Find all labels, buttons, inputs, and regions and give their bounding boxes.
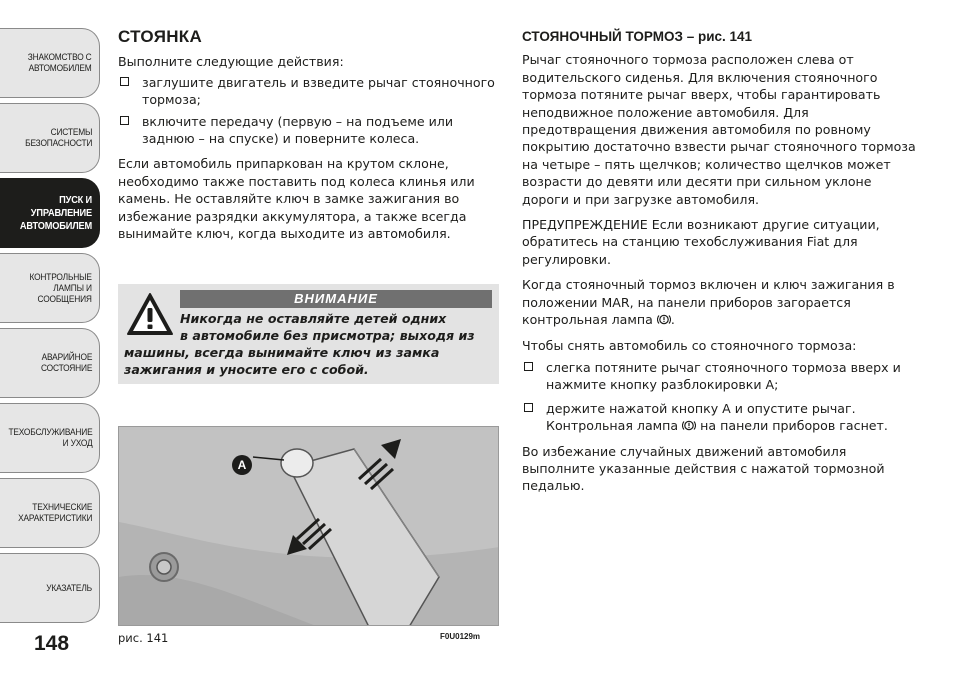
list-item bbox=[118, 74, 503, 109]
tab-warning-lights[interactable] bbox=[0, 253, 100, 323]
warning-text bbox=[124, 310, 492, 378]
figure-caption: рис. 141 bbox=[118, 631, 169, 645]
list-item bbox=[522, 400, 922, 435]
body-paragraph: Рычаг стояночного тормоза расположен слева от водительского сиденья. Для включения стояночного тормоза потяните рычаг вверх, чтобы гарантировать неподвижное положение автомобиля. Для предотвращения движения автомобиля по ровному покрытию достаточно взвести рычаг стояночного тормоза на четыре – пять щелчков; количество щелчков может возрасти до девяти или десяти при сильном уклоне дороги и при загрузке автомобиля. bbox=[522, 52, 916, 207]
checkbox-bullet-icon bbox=[120, 77, 129, 86]
tab-label: ПУСК И УПРАВЛЕНИЕ АВТОМОБИЛЕМ bbox=[19, 193, 92, 232]
tab-label: АВАРИЙНОЕ СОСТОЯНИЕ bbox=[40, 352, 92, 374]
tab-index[interactable] bbox=[0, 553, 100, 623]
tab-label: КОНТРОЛЬНЫЕ ЛАМПЫ И СООБЩЕНИЯ bbox=[29, 271, 92, 305]
figure-code: F0U0129m bbox=[440, 632, 481, 641]
warning-title: ВНИМАНИЕ bbox=[180, 290, 492, 308]
checkbox-bullet-icon bbox=[524, 403, 533, 412]
paragraph-text: Когда стояночный тормоз включен и ключ зажигания в положении MAR, на панели приборов загорается контрольная лампа bbox=[522, 277, 895, 328]
section-heading: СТОЯНКА bbox=[118, 27, 203, 46]
tab-technical-specs[interactable] bbox=[0, 478, 100, 548]
list-item-text: включите передачу (первую – на подъеме или заднюю – на спуске) и поверните колеса. bbox=[142, 113, 454, 147]
list-item-text: на панели приборов гаснет. bbox=[700, 418, 888, 434]
parking-brake-section bbox=[522, 28, 922, 503]
warning-line: машины, всегда вынимайте ключ из замка bbox=[124, 345, 440, 360]
body-paragraph: Чтобы снять автомобиль со стояночного тормоза: bbox=[522, 337, 857, 353]
intro-text: Выполните следующие действия: bbox=[118, 54, 344, 70]
body-paragraph bbox=[522, 276, 922, 328]
tab-starting-driving[interactable] bbox=[0, 178, 100, 248]
tab-label: УКАЗАТЕЛЬ bbox=[46, 582, 92, 594]
tab-maintenance[interactable] bbox=[0, 403, 100, 473]
warning-line: Никогда не оставляйте детей одних bbox=[180, 311, 447, 326]
body-paragraph: Во избежание случайных движений автомобиля выполните указанные действия с нажатой тормозной педалью. bbox=[522, 443, 885, 494]
tab-introduction[interactable] bbox=[0, 28, 100, 98]
list-item-text: заглушите двигатель и взведите рычаг стояночного тормоза; bbox=[142, 74, 495, 108]
list-item bbox=[118, 113, 503, 148]
tab-label: ТЕХНИЧЕСКИЕ ХАРАКТЕРИСТИКИ bbox=[17, 502, 93, 524]
tab-emergency[interactable] bbox=[0, 328, 100, 398]
list-item-text: держите нажатой кнопку A и опустите рычаг. Контрольная лампа bbox=[546, 400, 856, 434]
list-item bbox=[522, 359, 922, 394]
parking-brake-lever-image bbox=[119, 427, 499, 626]
tab-safety-systems[interactable] bbox=[0, 103, 100, 173]
body-paragraph: ПРЕДУПРЕЖДЕНИЕ Если возникают другие ситуации, обратитесь на станцию техобслуживания Fiat для регулировки. bbox=[522, 217, 880, 267]
tab-label: ЗНАКОМСТВО С АВТОМОБИЛЕМ bbox=[28, 52, 92, 74]
warning-line: в автомобиле без присмотра; выходя из bbox=[180, 328, 475, 343]
brake-warning-lamp-icon bbox=[682, 419, 696, 432]
checkbox-bullet-icon bbox=[120, 116, 129, 125]
tab-label: ТЕХОБСЛУЖИВАНИЕ И УХОД bbox=[7, 427, 92, 449]
list-item-text: слегка потяните рычаг стояночного тормоза вверх и нажмите кнопку разблокировки A; bbox=[546, 359, 901, 393]
tab-label: СИСТЕМЫ БЕЗОПАСНОСТИ bbox=[24, 127, 92, 149]
body-paragraph: Если автомобиль припаркован на крутом склоне, необходимо также поставить под колеса клинья или камень. Не оставляйте ключ в замке зажигания во избежание разрядки аккумулятора, а также всегда вынимайте ключ, когда выходите из автомобиля. bbox=[118, 156, 475, 242]
checkbox-bullet-icon bbox=[524, 362, 533, 371]
parking-brake-illustration bbox=[118, 426, 499, 626]
parking-section bbox=[118, 28, 503, 250]
section-subheading: СТОЯНОЧНЫЙ ТОРМОЗ – рис. 141 bbox=[522, 29, 753, 44]
warning-line: зажигания и уносите его с собой. bbox=[124, 362, 369, 377]
callout-label: A bbox=[232, 455, 252, 475]
brake-warning-lamp-icon bbox=[657, 313, 671, 326]
page-number: 148 bbox=[34, 632, 70, 655]
paragraph-text: . bbox=[670, 312, 675, 328]
warning-box bbox=[118, 284, 499, 384]
